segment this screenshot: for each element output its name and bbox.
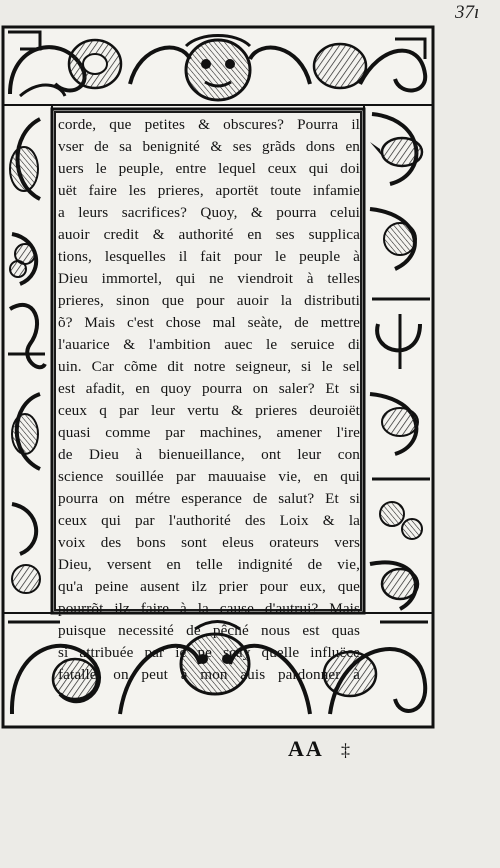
text-line: l'auarice & l'ambition auec le seruice di (58, 336, 360, 353)
text-line: Dieu immortel, qui ne viendroit à telles (58, 270, 360, 287)
text-line: puisque necessité de pêché nous est quas (58, 622, 360, 639)
text-line: ceux qui par l'authorité des Loix & la (58, 512, 360, 529)
text-line: pourrõt ilz faire à la cause d'autrui? Mais (58, 600, 360, 617)
text-line: quasi comme par machines, amener l'ire (58, 424, 360, 441)
text-line: voix des bons sont eleus orateurs vers (58, 534, 360, 551)
signature-symbol: ‡ (341, 740, 350, 760)
text-line: qu'a peine ausent ilz prier pour eux, que (58, 578, 360, 595)
text-line: de Dieu à bienueillance, ont leur con (58, 446, 360, 463)
body-text (58, 114, 360, 686)
text-line: science souillée par mauuaise vie, en qui (58, 468, 360, 485)
text-line: pourra on métre esperance de salut? Et si (58, 490, 360, 507)
text-line: ceux q par leur vertu & prieres deuroiët (58, 402, 360, 419)
signature-mark: AA (288, 736, 324, 761)
text-line: Dieu, versent en telle indignité de vie, (58, 556, 360, 573)
page-number: 37ı (455, 2, 480, 23)
text-line: õ? Mais c'est chose mal seàte, de mettre (58, 314, 360, 331)
text-line: uers le peuple, entre lequel ceux qui doi (58, 160, 360, 177)
text-line: prieres, sinon que pour auoir la distributi (58, 292, 360, 309)
text-line: vser de sa benignité & ses grãds dons en (58, 138, 360, 155)
text-line: fatalle, on peut à mon auis pardonner à (58, 666, 360, 683)
text-line: corde, que petites & obscures? Pourra il (58, 116, 360, 133)
text-line: est afadit, en quoy pourra on saler? Et si (58, 380, 360, 397)
grotesque-head-icon (382, 569, 418, 599)
text-line: tions, lesquelles il fait pour le peuple à (58, 248, 360, 265)
text-line: a leurs sacrifices? Quoy, & pourra celui (58, 204, 360, 221)
text-line: auoir credit & authorité en ses supplica (58, 226, 360, 243)
text-line: uin. Car cõme dit notre seigneur, si le sel (58, 358, 360, 375)
text-line: si attribuée par ie ne sçay quelle influëce (58, 644, 360, 661)
text-line: uët faire les prieres, aportët toute infamie (58, 182, 360, 199)
